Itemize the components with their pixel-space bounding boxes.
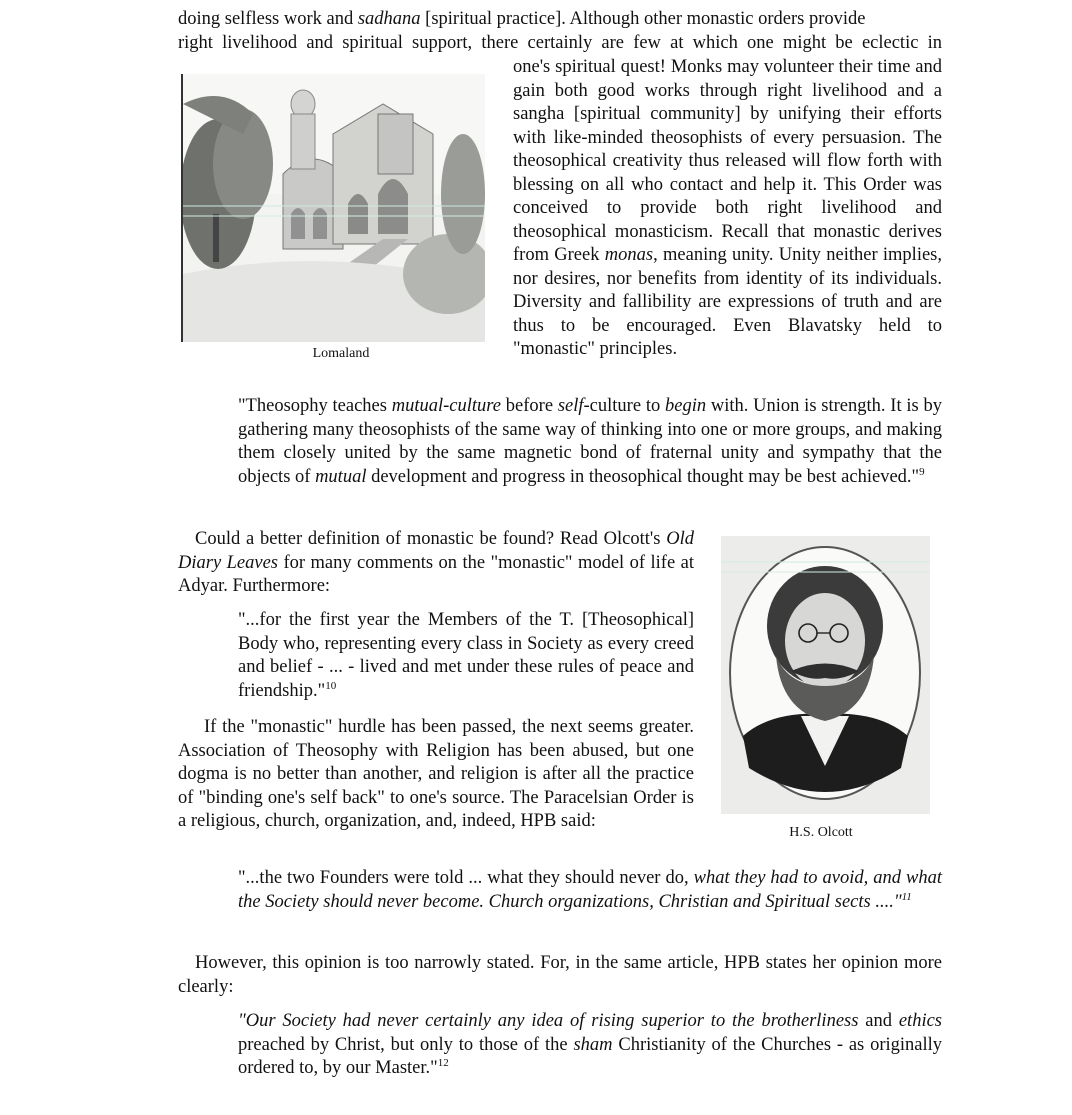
olcott-portrait: [721, 536, 930, 814]
footnote-9: 9: [919, 465, 925, 478]
footnote-12: 12: [437, 1056, 449, 1069]
footnote-10: 10: [325, 679, 337, 692]
top-line-2: right livelihood and spiritual support, there certainly are few at which one might be eclectic in: [178, 33, 942, 53]
quote-two-founders: "...the two Founders were told ... what they should never do, what they had to avoid, and what the Society should never become. Church organizations, Christian and Spiritual sects ...."$^{11}$: [238, 868, 942, 912]
footnote-11: 11: [901, 890, 912, 903]
lomaland-image: [181, 74, 485, 342]
lomaland-caption: Lomaland: [312, 346, 370, 361]
old-diary-leaves-title: Old Diary Leaves: [178, 529, 694, 573]
top-line-1: doing selfless work and sadhana [spiritual practice]. Although other monastic orders provide: [178, 9, 866, 29]
paragraph-monastic-hurdle: If the "monastic" hurdle has been passed, the next seems greater. Association of Theosophy with Religion has been abused, but one dogma is no better than another, and religion is after all the practice of "binding one's self back" to one's source. The Paracelsian Order is a religious, church, organization, and, indeed, HPB said:: [178, 717, 694, 831]
olcott-caption: H.S. Olcott: [789, 825, 853, 840]
quote-theosophy-teaches: "Theosophy teaches mutual-culture before self-culture to begin with. Union is strength. It is by gathering many theosophists of the same way of thinking into one or more groups, and making them closely united by the same magnetic bond of fraternal unity and sympathy that the objects of mutual development and progress in theosophical thought may be best achieved."$^9$: [238, 396, 942, 487]
quote-our-society: "Our Society had never certainly any idea of rising superior to the brotherliness and ethics preached by Christ, but only to those of the sham Christianity of the Churches - as originally ordered to, by our Master."$^{12}$: [238, 1011, 943, 1078]
quote-first-year: "...for the first year the Members of the T. [Theosophical] Body who, representing every class in Society as every creed and belief - ... - lived and met under these rules of peace and friendship."$^{10}$: [238, 610, 694, 701]
first-paragraph-right-column: one's spiritual quest! Monks may volunteer their time and gain both good works through right livelihood and a sangha [spiritual community] by unifying their efforts with like-minded theosophists of every persuasion. The theosophical creativity thus released will flow forth with blessing on all who contact and help it. This Order was conceived to provide both right livelihood and theosophical monasticism. Recall that monastic derives from Greek monas, meaning unity. Unity neither implies, nor desires, nor benefits from identity of its individuals. Diversity and fallibility are expressions of truth and are thus to be encouraged. Even Blavatsky held to "monastic" principles.: [513, 57, 943, 359]
monas-term: monas: [604, 245, 654, 265]
sadhana-term: sadhana: [357, 9, 421, 29]
paragraph-however: However, this opinion is too narrowly stated. For, in the same article, HPB states her opinion more clearly:: [178, 953, 942, 997]
paragraph-better-definition: Could a better definition of monastic be found? Read Olcott's Old Diary Leaves for many comments on the "monastic" model of life at Adyar. Furthermore:: [178, 529, 694, 596]
